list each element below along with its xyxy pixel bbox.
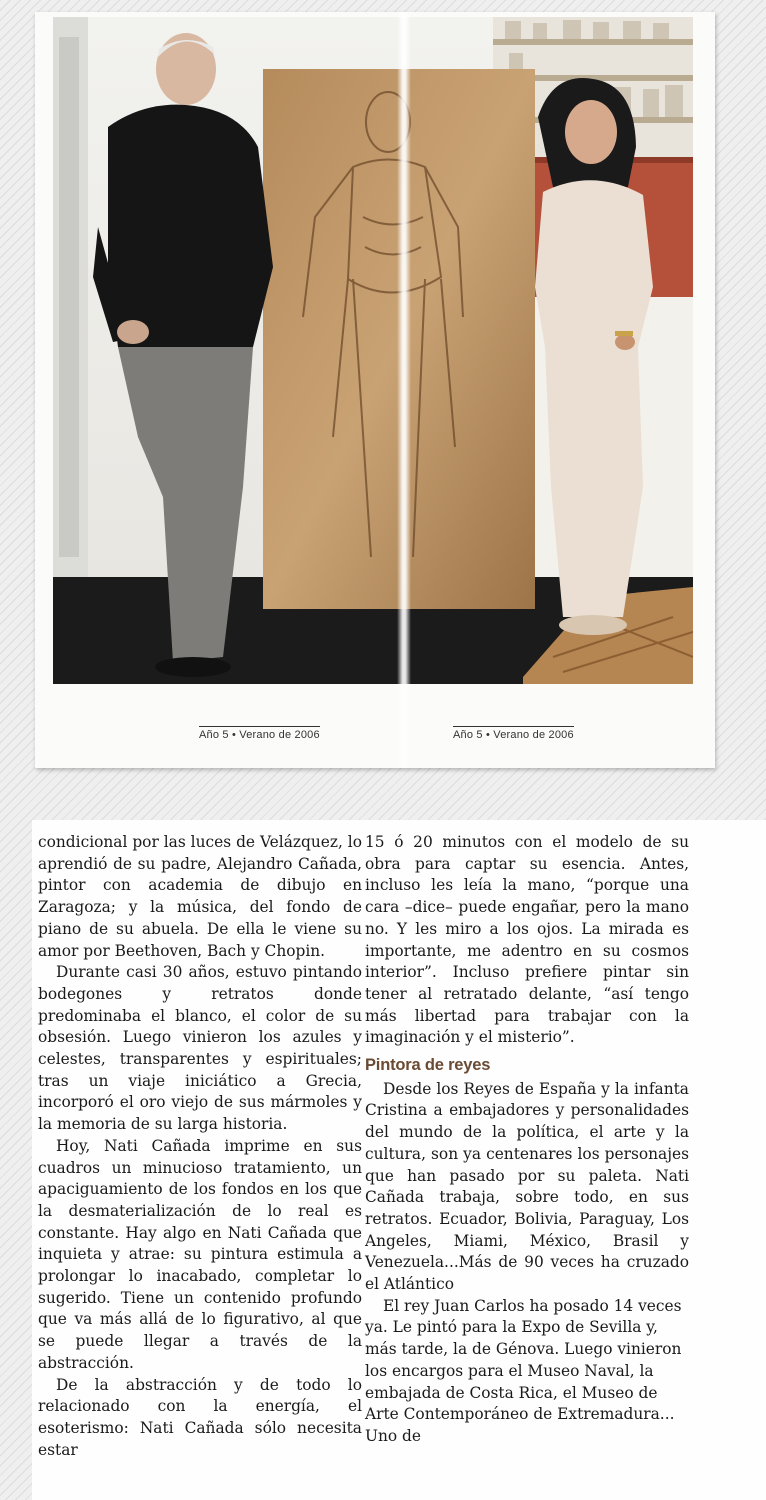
section-subheading: Pintora de reyes xyxy=(365,1056,491,1075)
photo-illustration xyxy=(53,17,693,684)
paragraph: Durante casi 30 años, estuvo pintando bodegones y retratos donde predominaba el blanco, el color de su obsesión. Luego vinieron los azules y celestes, transparentes y espirituales; tras un viaje iniciático a Grecia, incorporó el oro viejo de sus mármoles y la memoria de su larga historia. xyxy=(38,963,362,1134)
photo-painter-with-portrait xyxy=(53,17,693,684)
article-text xyxy=(32,820,766,1500)
paragraph: De la abstracción y de todo lo relacionado con la energía, el esoterismo: Nati Cañada sólo necesita estar xyxy=(38,1375,362,1459)
folio-left: Año 5 • Verano de 2006 xyxy=(199,726,320,741)
photo-clipping xyxy=(35,12,715,768)
paragraph: Desde los Reyes de España y la infanta Cristina a embajadores y personalidades del mundo de la política, el arte y la cultura, son ya centenares los personajes que han pasado por su paleta. Nati Cañada trabaja, sobre todo, en sus retratos. Ecuador, Bolivia, Paraguay, Los Angeles, Miami, México, Brasil y Venezuela...Más de 90 veces ha cruzado el Atlántico xyxy=(365,1079,689,1294)
paragraph: 15 ó 20 minutos con el modelo de su obra para captar su esencia. Antes, incluso les leía la mano, “porque una cara –dice– puede engañar, pero la mano no. Y les miro a los ojos. La mirada es importante, me adentro en su cosmos interior”. Incluso prefiere pintar sin tener al retratado delante, “así tengo más libertad para trabajar con la imaginación y el misterio”. xyxy=(365,833,689,1047)
paragraph: condicional por las luces de Velázquez, lo aprendió de su padre, Alejandro Cañada, pintor con academia de dibujo en Zaragoza; y la música, del fondo de piano de su abuela. De ella le viene su amor por Beethoven, Bach y Chopin. xyxy=(38,833,362,960)
article-column-left xyxy=(38,832,362,1461)
paragraph: El rey Juan Carlos ha posado 14 veces ya. Le pintó para la Expo de Sevilla y, más tarde, la de Génova. Luego vinieron los encargos para el Museo Naval, la embajada de Costa Rica, el Museo de Arte Contemporáneo de Extremadura... Uno de xyxy=(365,1296,682,1445)
paper-tear xyxy=(397,12,411,768)
article-column-right xyxy=(365,832,689,1448)
folio-right: Año 5 • Verano de 2006 xyxy=(453,726,574,741)
paragraph: Hoy, Nati Cañada imprime en sus cuadros un minucioso tratamiento, un apaciguamiento de los fondos en los que la desmaterialización de lo real es constante. Hay algo en Nati Cañada que inquieta y atrae: su pintura estimula a prolongar lo inacabado, completar lo sugerido. Tiene un contenido profundo que va más allá de lo figurativo, al que se puede llegar a través de la abstracción. xyxy=(38,1136,362,1372)
